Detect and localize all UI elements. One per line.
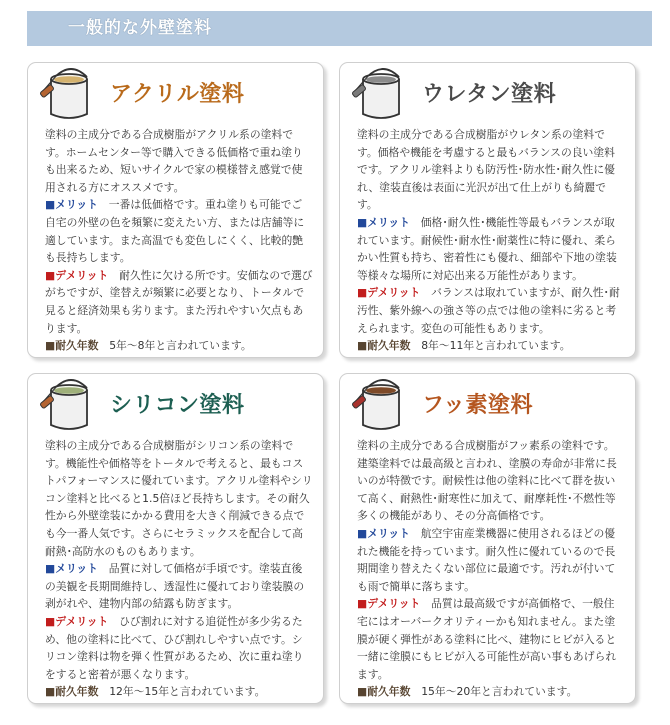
- merit-paragraph: [357, 214, 625, 284]
- demerit-label: ■デメリット: [45, 268, 109, 282]
- demerit-text: 品質は最高級ですが高価格で、一般住宅にはオーバークオリティーかも知れません。また塗膜が硬く弾性がある塗料に比べ、建物にヒビが入ると一緒に塗膜にもヒビが入る可能性が高い事もあげられます。: [357, 597, 617, 681]
- years-label: ■耐久年数: [45, 685, 99, 699]
- years-label: ■耐久年数: [357, 685, 411, 699]
- merit-text: 価格･耐久性･機能性等最もバランスが取れています。耐候性･耐水性･耐薬性に特に優れ、柔らかい性質も持ち、密着性にも優れ、細部や下地の塗装等様々な場所に対応出来る万能性があります。: [357, 215, 617, 282]
- card-title: フッ素塗料: [422, 393, 533, 418]
- years-text: 8年～11年と言われています。: [421, 339, 571, 353]
- card-body: [357, 126, 625, 355]
- years-label: ■耐久年数: [357, 339, 411, 353]
- demerit-paragraph: [357, 595, 625, 683]
- merit-text: 一番は低価格です。重ね塗りも可能でご自宅の外壁の色を頻繁に変えたい方、または店舗等に適しています。また高温でも変色しにくく、比較的艶も長持ちします。: [45, 198, 305, 265]
- merit-text: 品質に対して価格が手頃です。塗装直後の美観を長期間維持し、透湿性に優れており塗装膜の剥がれや、建物内部の結露も防ぎます。: [45, 562, 305, 611]
- card-body: [357, 437, 625, 701]
- card-intro: 塗料の主成分である合成樹脂がウレタン系の塗料です。価格や機能を考慮すると最もバランスの良い塗料です。アクリル塗料よりも防汚性･防水性･耐久性に優れ、塗装直後は表面に光沢が出て仕上がりも綺麗です。: [357, 128, 615, 212]
- years-paragraph: [45, 337, 313, 355]
- merit-label: ■メリット: [357, 215, 410, 229]
- paint-card-acrylic: [27, 62, 324, 358]
- demerit-label: ■デメリット: [45, 614, 109, 628]
- card-header: [28, 374, 323, 434]
- paint-can-icon: [37, 378, 99, 436]
- merit-text: 航空宇宙産業機器に使用されるほどの優れた機能を持っています。耐久性に優れているので長期間塗り替えたくない部位に最適です。汚れが付いても雨で簡単に落ちます。: [357, 526, 616, 593]
- demerit-label: ■デメリット: [357, 597, 421, 611]
- card-header: [340, 374, 635, 434]
- demerit-text: バランスは取れていますが、耐久性･耐汚性、紫外線への強さ等の点では他の塗料に劣ると考えられます。変色の可能性もあります。: [357, 286, 620, 335]
- merit-label: ■メリット: [45, 198, 98, 212]
- years-paragraph: [357, 337, 625, 355]
- demerit-label: ■デメリット: [357, 286, 421, 300]
- card-title: アクリル塗料: [110, 82, 245, 107]
- paint-can-icon: [37, 67, 99, 125]
- card-intro: 塗料の主成分である合成樹脂がアクリル系の塗料です。ホームセンター等で購入できる低価格で重ね塗りも出来るため、短いサイクルで家の模様替え感覚で使用される方にオススメです。: [45, 128, 303, 194]
- card-header: [28, 63, 323, 123]
- section-header: [27, 11, 652, 46]
- demerit-text: ひび割れに対する追従性が多少劣るため、他の塗料に比べて、ひび割れしやすい点です。シリコン塗料は物を弾く性質があるため、次に重ね塗りをすると密着が悪くなります。: [45, 614, 304, 681]
- card-header: [340, 63, 635, 123]
- merit-label: ■メリット: [45, 562, 98, 576]
- card-intro: 塗料の主成分である合成樹脂がフッ素系の塗料です。建築塗料では最高級と言われ、塗膜の寿命が非常に長いのが特徴です。耐候性は他の塗料に比べて群を抜いて高く、耐熱性･耐寒性に加えて、耐摩耗性･不燃性等多くの機能があり、その分高価格です。: [357, 439, 617, 523]
- merit-paragraph: [357, 525, 625, 595]
- demerit-paragraph: [45, 267, 313, 337]
- demerit-text: 耐久性に欠ける所です。安価なので選びがちですが、塗替えが頻繁に必要となり、トータルで見ると経済効果も劣ります。また汚れやすい欠点もあります。: [45, 268, 313, 335]
- years-paragraph: [45, 683, 313, 701]
- section-title: 一般的な外壁塗料: [68, 18, 212, 38]
- paint-can-icon: [349, 378, 411, 436]
- years-label: ■耐久年数: [45, 339, 99, 353]
- card-title: シリコン塗料: [110, 393, 245, 418]
- years-text: 12年～15年と言われています。: [109, 685, 266, 699]
- paint-card-fluorine: [339, 373, 636, 704]
- demerit-paragraph: [357, 284, 625, 337]
- paint-card-urethane: [339, 62, 636, 358]
- card-title: ウレタン塗料: [422, 82, 557, 107]
- years-text: 15年～20年と言われています。: [421, 685, 578, 699]
- card-body: [45, 126, 313, 355]
- years-text: 5年～8年と言われています。: [109, 339, 252, 353]
- card-body: [45, 437, 313, 701]
- demerit-paragraph: [45, 613, 313, 683]
- card-intro: 塗料の主成分である合成樹脂がシリコン系の塗料です。機能性や価格等をトータルで考えると、最もコストパフォーマンスに優れています。アクリル塗料やシリコン塗料と比べると1.5倍ほど長持ちします。その耐久性から外壁塗装にかかる費用を大きく削減できる点でも今一番人気です。さらにセラミックスを配合して高耐熱･高防水のものもあります。: [45, 439, 313, 558]
- paint-card-silicone: [27, 373, 324, 704]
- paint-can-icon: [349, 67, 411, 125]
- merit-label: ■メリット: [357, 526, 410, 540]
- merit-paragraph: [45, 196, 313, 266]
- years-paragraph: [357, 683, 625, 701]
- merit-paragraph: [45, 560, 313, 613]
